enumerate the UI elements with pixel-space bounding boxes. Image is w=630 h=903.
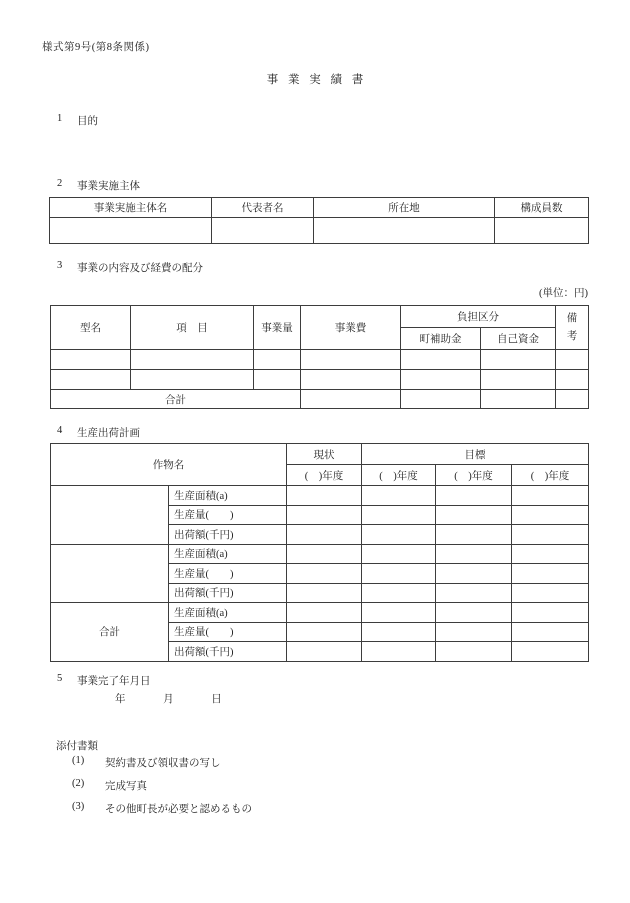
attachment-item-number: (1): [72, 755, 85, 766]
expense-cell: [401, 350, 481, 370]
expense-cell: [254, 370, 301, 390]
production-cell: [362, 622, 436, 642]
expense-blank-row: [51, 370, 589, 390]
expense-cell: [301, 370, 401, 390]
production-cell: [512, 564, 589, 584]
expense-table: [50, 305, 589, 409]
entity-col-members: 構成員数: [495, 198, 589, 218]
section-purpose-heading: [57, 113, 98, 128]
attachment-item-text: 契約書及び領収書の写し: [105, 758, 221, 769]
section-label: 事業実施主体: [77, 181, 140, 192]
production-crop-cell-2: [51, 544, 169, 603]
production-metric-label: 生産面積(a): [169, 544, 287, 564]
production-cell: [436, 622, 512, 642]
production-header-row-1: [51, 444, 589, 465]
form-number: 様式第9号(第8条関係): [42, 42, 150, 53]
attachment-item-text: 完成写真: [105, 781, 147, 792]
production-cell: [287, 544, 362, 564]
production-cell: [512, 505, 589, 525]
production-metric-label: 生産面積(a): [169, 603, 287, 623]
date-day-label: 日: [211, 694, 222, 705]
production-cell: [287, 642, 362, 662]
attachments-heading: 添付書類: [56, 741, 98, 752]
section-number: 3: [57, 260, 63, 271]
production-year-target-3: ( )年度: [512, 465, 589, 486]
production-cell: [436, 544, 512, 564]
entity-cell-members: [495, 218, 589, 244]
production-metric-label: 生産量( ): [169, 505, 287, 525]
production-cell: [436, 603, 512, 623]
production-cell: [512, 642, 589, 662]
entity-col-name: 事業実施主体名: [50, 198, 212, 218]
expense-cell: [481, 370, 556, 390]
entity-table-header-row: [50, 198, 589, 218]
entity-cell-representative: [212, 218, 314, 244]
production-cell: [512, 622, 589, 642]
production-cell: [362, 642, 436, 662]
expense-cell: [401, 370, 481, 390]
production-cell: [287, 564, 362, 584]
expense-col-own-funds: 自己資金: [481, 328, 556, 350]
production-cell: [362, 544, 436, 564]
production-col-target: 目標: [362, 444, 589, 465]
production-row: [51, 486, 589, 506]
attachment-item: [72, 755, 221, 770]
section-expense-heading: [57, 260, 203, 275]
production-year-current: ( )年度: [287, 465, 362, 486]
production-metric-label: 生産量( ): [169, 622, 287, 642]
expense-cell: [131, 370, 254, 390]
production-cell: [287, 583, 362, 603]
production-cell: [287, 505, 362, 525]
attachment-item: [72, 801, 252, 816]
production-year-target-2: ( )年度: [436, 465, 512, 486]
production-cell: [362, 486, 436, 506]
section-label: 事業の内容及び経費の配分: [77, 263, 203, 274]
section-label: 生産出荷計画: [77, 428, 140, 439]
production-cell: [362, 583, 436, 603]
production-metric-label: 出荷額(千円): [169, 525, 287, 545]
expense-header-row-1: [51, 306, 589, 328]
production-col-current: 現状: [287, 444, 362, 465]
production-metric-label: 出荷額(千円): [169, 642, 287, 662]
expense-cell: [51, 370, 131, 390]
entity-table: [49, 197, 589, 244]
production-cell: [287, 603, 362, 623]
production-metric-label: 生産量( ): [169, 564, 287, 584]
production-cell: [436, 642, 512, 662]
section-label: 目的: [77, 116, 98, 127]
section-production-heading: [57, 425, 140, 440]
production-row: [51, 603, 589, 623]
entity-col-address: 所在地: [314, 198, 495, 218]
production-crop-cell-1: [51, 486, 169, 545]
production-cell: [287, 622, 362, 642]
production-cell: [287, 486, 362, 506]
expense-total-row: [51, 390, 589, 409]
production-cell: [287, 525, 362, 545]
expense-col-item: 項 目: [131, 306, 254, 350]
expense-total-subsidy-cell: [401, 390, 481, 409]
expense-total-own-funds-cell: [481, 390, 556, 409]
production-cell: [362, 603, 436, 623]
production-cell: [436, 505, 512, 525]
production-cell: [436, 486, 512, 506]
production-year-target-1: ( )年度: [362, 465, 436, 486]
production-cell: [436, 583, 512, 603]
completion-date-line: [115, 691, 257, 706]
entity-cell-name: [50, 218, 212, 244]
production-cell: [512, 544, 589, 564]
date-month-label: 月: [163, 694, 174, 705]
attachment-item: [72, 778, 147, 793]
production-metric-label: 出荷額(千円): [169, 583, 287, 603]
entity-table-blank-row: [50, 218, 589, 244]
expense-col-quantity: 事業量: [254, 306, 301, 350]
production-cell: [512, 525, 589, 545]
section-number: 5: [57, 673, 63, 684]
expense-cell: [254, 350, 301, 370]
section-entity-heading: [57, 178, 140, 193]
production-cell: [362, 505, 436, 525]
expense-cell: [556, 350, 589, 370]
section-completion-heading: [57, 673, 151, 688]
production-row: [51, 544, 589, 564]
expense-cell: [131, 350, 254, 370]
attachment-item-number: (2): [72, 778, 85, 789]
production-cell: [362, 525, 436, 545]
expense-col-remarks: 備考: [556, 306, 589, 350]
unit-note: (単位：円): [539, 288, 588, 299]
production-cell: [512, 603, 589, 623]
production-cell: [362, 564, 436, 584]
section-number: 4: [57, 425, 63, 436]
section-number: 2: [57, 178, 63, 189]
expense-cell: [301, 350, 401, 370]
date-year-label: 年: [115, 694, 126, 705]
expense-cell: [481, 350, 556, 370]
production-total-label: 合計: [51, 603, 169, 662]
expense-total-remarks-cell: [556, 390, 589, 409]
expense-col-cost: 事業費: [301, 306, 401, 350]
production-cell: [436, 525, 512, 545]
attachment-item-number: (3): [72, 801, 85, 812]
attachment-item-text: その他町長が必要と認めるもの: [105, 804, 252, 815]
expense-col-town-subsidy: 町補助金: [401, 328, 481, 350]
expense-total-cost-cell: [301, 390, 401, 409]
production-metric-label: 生産面積(a): [169, 486, 287, 506]
production-table: [50, 443, 589, 662]
entity-col-representative: 代表者名: [212, 198, 314, 218]
expense-col-burden: 負担区分: [401, 306, 556, 328]
expense-col-model: 型名: [51, 306, 131, 350]
entity-cell-address: [314, 218, 495, 244]
production-cell: [512, 583, 589, 603]
expense-cell: [556, 370, 589, 390]
expense-blank-row: [51, 350, 589, 370]
section-number: 1: [57, 113, 63, 124]
document-title: 事業実績書: [266, 74, 374, 86]
expense-total-label: 合計: [51, 390, 301, 409]
production-cell: [512, 486, 589, 506]
expense-cell: [51, 350, 131, 370]
production-col-crop: 作物名: [51, 444, 287, 486]
section-label: 事業完了年月日: [77, 676, 151, 687]
production-cell: [436, 564, 512, 584]
